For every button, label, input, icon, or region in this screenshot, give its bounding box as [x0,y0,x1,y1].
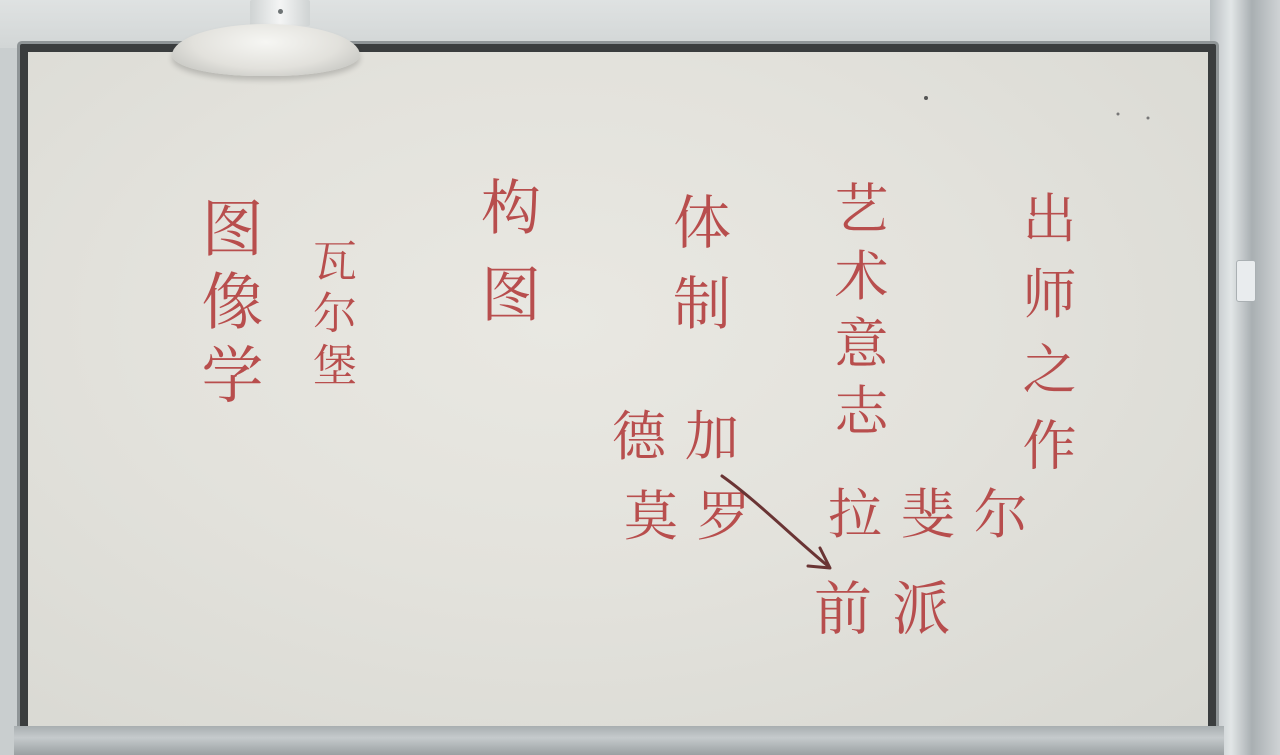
marker-dot [924,96,928,100]
whiteboard-tray [14,726,1224,755]
handwritten-word: 拉斐尔 [828,483,1047,546]
handwritten-word: 艺术意志 [826,180,889,450]
handwritten-word: 出师之作 [1014,190,1077,493]
rail-clip [1236,260,1256,302]
handwritten-word: 瓦尔堡 [305,238,356,394]
handwritten-arrow-icon [716,470,846,580]
handwritten-word: 德加 [612,405,758,468]
handwritten-word: 体制 [663,192,731,355]
marker-dot [1147,117,1150,120]
handwritten-word: 前派 [814,575,971,643]
projector-indicator [278,9,283,14]
board-side-rail [1210,0,1280,755]
handwritten-word: 构图 [471,176,541,350]
handwritten-word: 图像学 [191,196,264,416]
handwritten-word: 莫罗 [624,485,770,548]
marker-dot [1117,113,1120,116]
